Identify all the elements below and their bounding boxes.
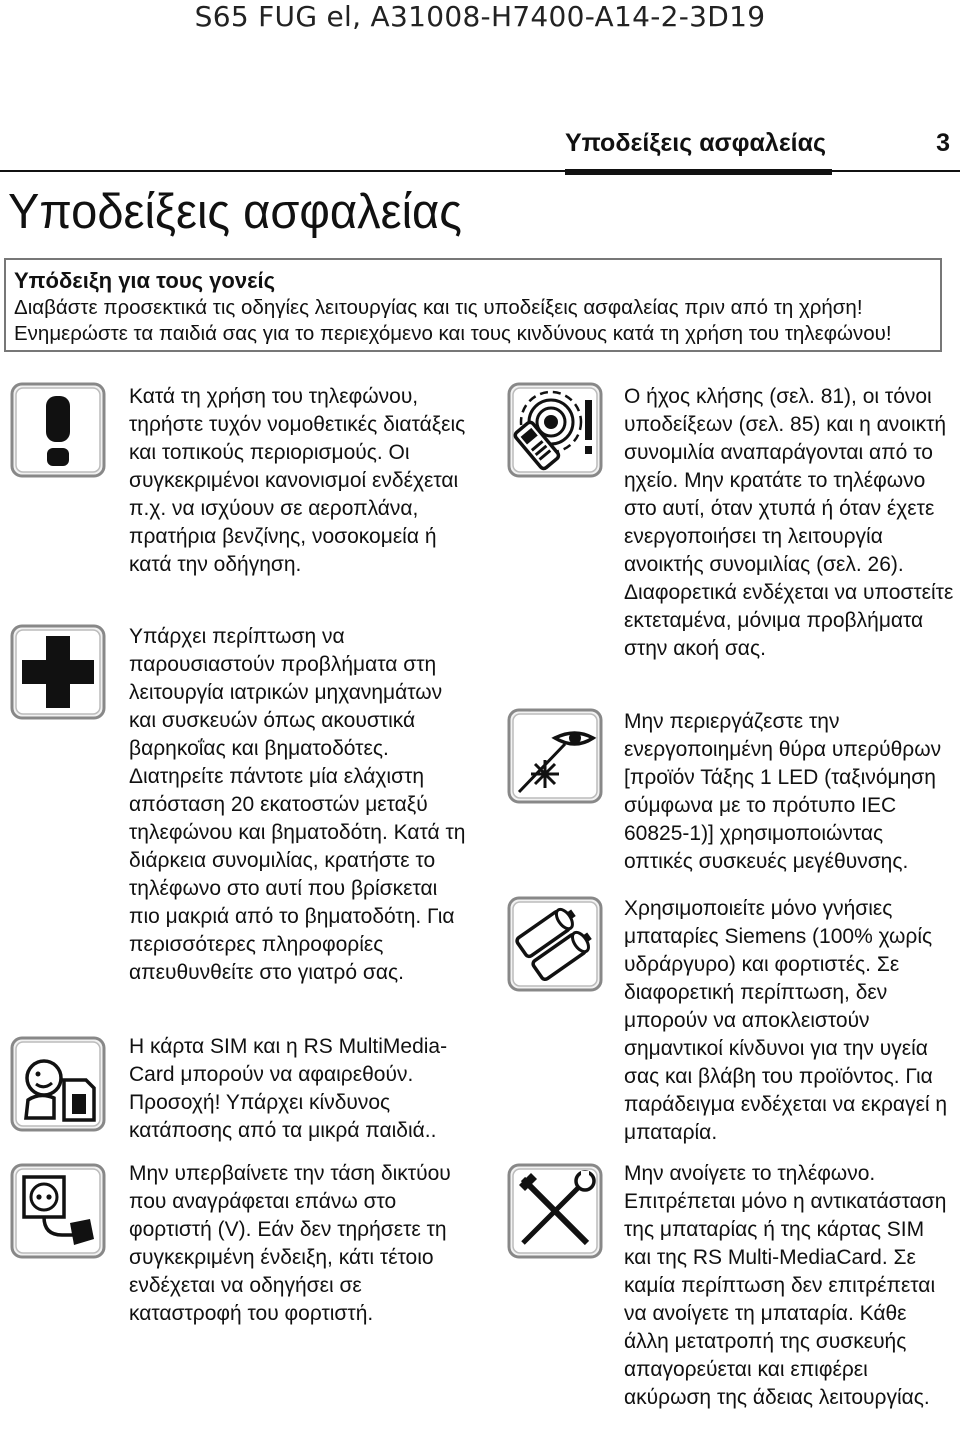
no-tools-icon (507, 1163, 603, 1259)
sim-card-text: Η κάρτα SIM και η RS MultiMedia-Card μπορούν να αφαιρεθούν. Προσοχή! Υπάρχει κίνδυνος κατάποσης από τα μικρά παιδιά.. (129, 1035, 448, 1142)
battery-text: Χρησιμοποιείτε μόνο γνήσιες μπαταρίες Siemens (100% χωρίς υδράργυρο) και φορτιστές. Σε διαφορετική περίπτωση, δεν μπορούν να αποκλειστούν σημαντικοί κίνδυνοι για την υγεία σας και βλάβη του προϊόντος. Για παράδειγμα ενδέχεται να εκραγεί η μπαταρία. (624, 897, 948, 1144)
ringtone-volume-text: Ο ήχος κλήσης (σελ. 81), οι τόνοι υποδείξεων (σελ. 85) και η ανοικτή συνομιλία αναπαράγονται από το ηχείο. Μην κρατάτε το τηλέφωνο στο αυτί, όταν χτυπά ή όταν έχετε ενεργοποιήσει τη λειτουργία ανοικτής συνομιλίας (σελ. 26). Διαφορετικά ενδέχεται να υποστείτε εκτεταμένα, μόνιμα προβλήματα στην ακοή σας. (624, 385, 954, 660)
document-id: S65 FUG el, A31008-H7400-A14-2-3D19 (194, 0, 766, 33)
parents-notice-box (4, 258, 942, 352)
do-not-open-text: Μην ανοίγετε το τηλέφωνο. Επιτρέπεται μόνο η αντικατάσταση της μπαταρίας ή της κάρτας SIM και της RS Multi-MediaCard. Σε καμία περίπτωση δεν επιτρέπεται να ανοίγετε τη μπαταρία. Κάθε άλλη μετατροπή της συσκευής απαγορεύεται και επιφέρει ακύρωση της άδειας λειτουργίας. (624, 1162, 947, 1409)
infrared-port-text: Μην περιεργάζεστε την ενεργοποιημένη θύρα υπερύθρων [προϊόν Τάξης 1 LED (ταξινόμηση σύμφωνα με το πρότυπο IEC 60825-1)] χρησιμοποιώντας οπτικές συσκευές μεγέθυνσης. (624, 710, 942, 873)
exclamation-icon (10, 382, 106, 478)
regulations-text: Κατά τη χρήση του τηλεφώνου, τηρήστε τυχόν νομοθετικές διατάξεις και τοπικούς περιορισμούς. Οι συγκεκριμένοι κανονισμοί ενδέχεται π.χ. να ισχύουν σε αεροπλάνα, πρατήρια βενζίνης, νοσοκομεία ή κατά την οδήγηση. (129, 385, 466, 576)
loud-phone-warning-icon (507, 382, 603, 478)
medical-devices-text: Υπάρχει περίπτωση να παρουσιαστούν προβλήματα στη λειτουργία ιατρικών μηχανημάτων και συσκευών όπως ακουστικά βαρηκοΐας και βηματοδότες. Διατηρείτε πάντοτε μία ελάχιστη απόσταση 20 εκατοστών μεταξύ τηλεφώνου και βηματοδότη. Κατά τη διάρκεια συνομιλίας, κρατήστε το τηλέφωνο στο αυτί που βρίσκεται πιο μακριά από το βηματοδότη. Για περισσότερες πληροφορίες απευθυνθείτε στο γιατρό σας. (129, 625, 466, 984)
charger-voltage-text: Μην υπερβαίνετε την τάση δικτύου που αναγράφεται επάνω στο φορτιστή (V). Εάν δεν τηρήσετε τη συγκεκριμένη ένδειξη, κάτι τέτοιο ενδέχεται να οδηγήσει σε καταστροφή του φορτιστή. (129, 1162, 451, 1325)
page-number: 3 (936, 129, 950, 157)
notice-title: Υπόδειξη για τους γονείς (14, 268, 276, 293)
notice-line-1: Διαβάστε προσεκτικά τις οδηγίες λειτουργίας και τις υποδείξεις ασφαλείας πριν από τη χρήση! (14, 296, 863, 319)
notice-line-2: Ενημερώστε τα παιδιά σας για το περιεχόμενο και τους κινδύνους κατά τη χρήση του τηλεφώνου! (14, 322, 892, 345)
charger-outlet-icon (10, 1163, 106, 1259)
eye-laser-icon (507, 708, 603, 804)
batteries-icon (507, 896, 603, 992)
medical-cross-icon (10, 624, 106, 720)
page-title: Υποδείξεις ασφαλείας (8, 185, 462, 239)
child-sim-card-icon (10, 1036, 106, 1132)
running-section-name: Υποδείξεις ασφαλείας (565, 127, 832, 175)
running-header (0, 125, 960, 172)
